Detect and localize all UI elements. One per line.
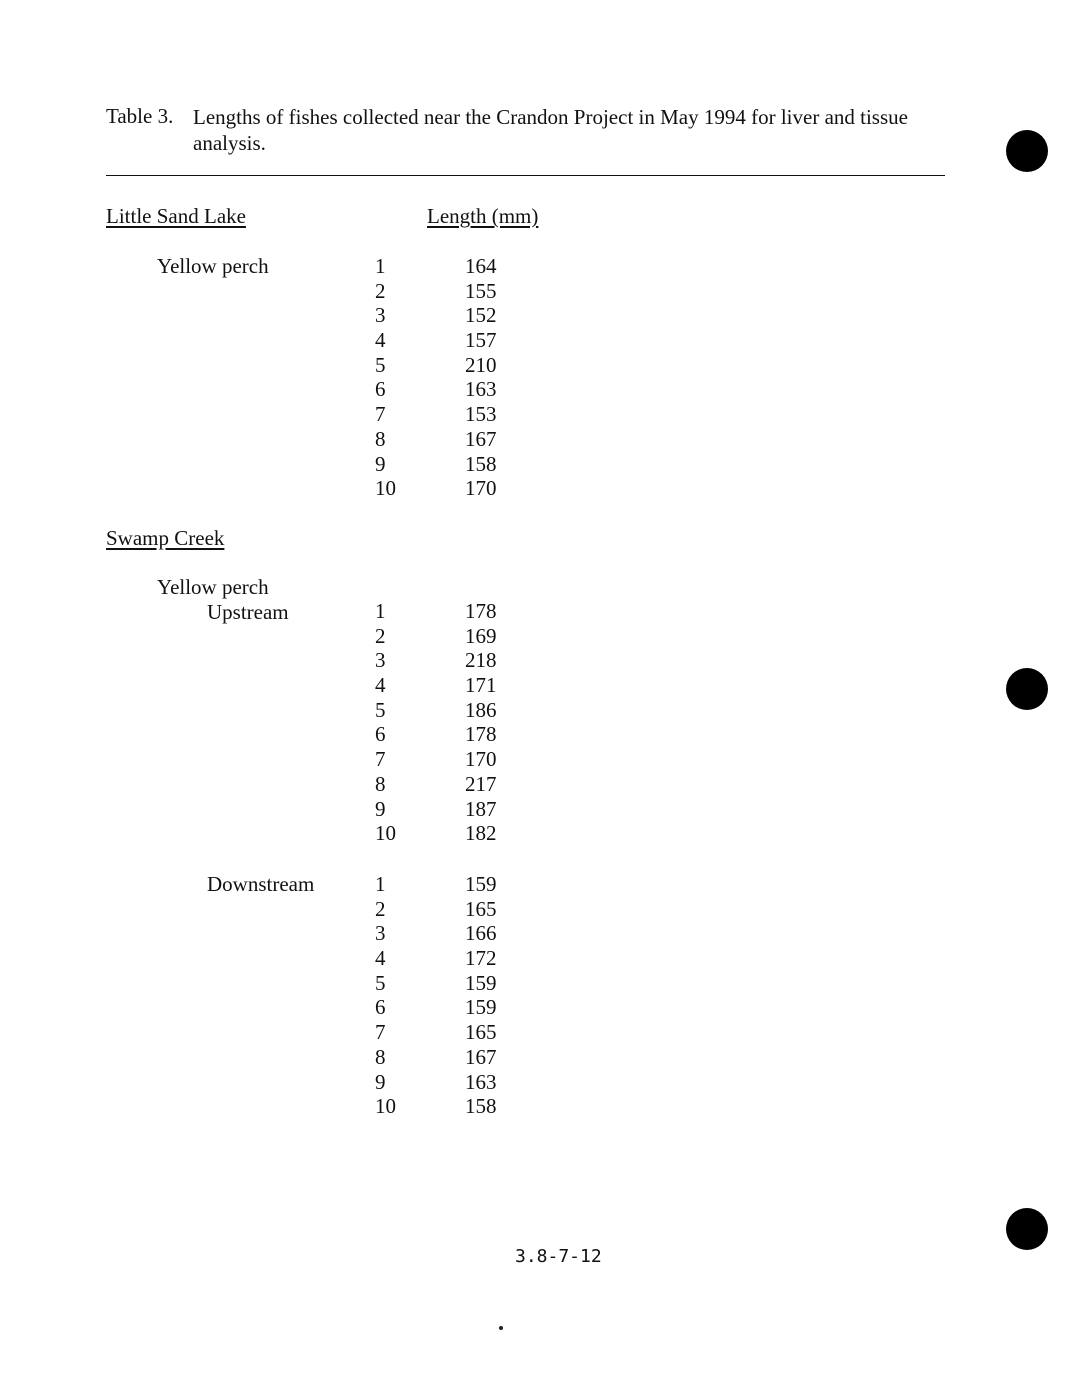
fish-number: 9	[375, 796, 386, 821]
fish-length-mm: 178	[465, 722, 497, 747]
scan-speck	[499, 1326, 503, 1330]
fish-number: 7	[375, 747, 386, 772]
fish-length-mm: 172	[465, 946, 497, 971]
fish-length-mm: 165	[465, 896, 497, 921]
species-label-swamp-creek: Yellow perch	[157, 575, 269, 599]
fish-number: 9	[375, 1069, 386, 1094]
fish-number: 7	[375, 402, 386, 427]
fish-number: 3	[375, 648, 386, 673]
fish-number: 9	[375, 451, 386, 476]
page-number: 3.8-7-12	[515, 1246, 602, 1267]
fish-length-mm: 166	[465, 921, 497, 946]
fish-number: 5	[375, 970, 386, 995]
fish-number: 4	[375, 673, 386, 698]
fish-number: 1	[375, 254, 386, 278]
fish-length-mm: 153	[465, 402, 497, 427]
fish-length-mm: 159	[465, 970, 497, 995]
fish-number: 3	[375, 303, 386, 328]
fish-length-mm: 170	[465, 747, 497, 772]
section-title-little-sand-lake: Little Sand Lake	[106, 204, 246, 228]
fish-number: 8	[375, 1044, 386, 1069]
fish-number: 3	[375, 921, 386, 946]
fish-number: 4	[375, 946, 386, 971]
fish-length-mm: 163	[465, 377, 497, 402]
fish-number: 2	[375, 896, 386, 921]
fish-number: 2	[375, 623, 386, 648]
fish-length-mm: 210	[465, 352, 497, 377]
fish-number: 10	[375, 821, 396, 846]
fish-length-mm: 163	[465, 1069, 497, 1094]
fish-length-mm: 158	[465, 1094, 497, 1119]
fish-number: 1	[375, 872, 386, 896]
fish-length-mm: 171	[465, 673, 497, 698]
fish-length-mm: 167	[465, 426, 497, 451]
fish-length-mm: 152	[465, 303, 497, 328]
fish-number: 6	[375, 995, 386, 1020]
fish-length-mm: 167	[465, 1044, 497, 1069]
fish-length-mm: 165	[465, 1020, 497, 1045]
fish-length-mm: 182	[465, 821, 497, 846]
fish-length-mm: 217	[465, 771, 497, 796]
fish-number: 10	[375, 476, 396, 501]
upstream-label: Upstream	[207, 600, 289, 624]
fish-number: 8	[375, 426, 386, 451]
fish-number: 6	[375, 377, 386, 402]
fish-number: 10	[375, 1094, 396, 1119]
fish-number: 5	[375, 697, 386, 722]
fish-length-mm: 218	[465, 648, 497, 673]
fish-length-mm: 157	[465, 328, 497, 353]
fish-length-mm: 186	[465, 697, 497, 722]
section-title-swamp-creek: Swamp Creek	[106, 526, 225, 550]
table-caption-label: Table 3.	[106, 104, 174, 128]
fish-length-mm: 159	[465, 872, 497, 896]
fish-length-mm: 164	[465, 254, 497, 278]
caption-divider	[106, 175, 945, 176]
fish-number: 2	[375, 278, 386, 303]
fish-number: 7	[375, 1020, 386, 1045]
fish-length-mm: 178	[465, 599, 497, 623]
fish-length-mm: 159	[465, 995, 497, 1020]
fish-number: 4	[375, 328, 386, 353]
species-label-little-sand-lake: Yellow perch	[157, 254, 269, 278]
fish-number: 1	[375, 599, 386, 623]
punch-hole-middle	[1006, 668, 1048, 710]
downstream-label: Downstream	[207, 872, 315, 896]
punch-hole-top	[1006, 130, 1048, 172]
punch-hole-bottom	[1006, 1208, 1048, 1250]
fish-length-mm: 187	[465, 796, 497, 821]
fish-length-mm: 170	[465, 476, 497, 501]
column-header-length: Length (mm)	[427, 204, 539, 228]
fish-number: 5	[375, 352, 386, 377]
fish-length-mm: 155	[465, 278, 497, 303]
fish-length-mm: 169	[465, 623, 497, 648]
fish-number: 6	[375, 722, 386, 747]
table-caption-text: Lengths of fishes collected near the Crandon Project in May 1994 for liver and tissue analysis.	[193, 105, 908, 155]
fish-number: 8	[375, 771, 386, 796]
fish-length-mm: 158	[465, 451, 497, 476]
